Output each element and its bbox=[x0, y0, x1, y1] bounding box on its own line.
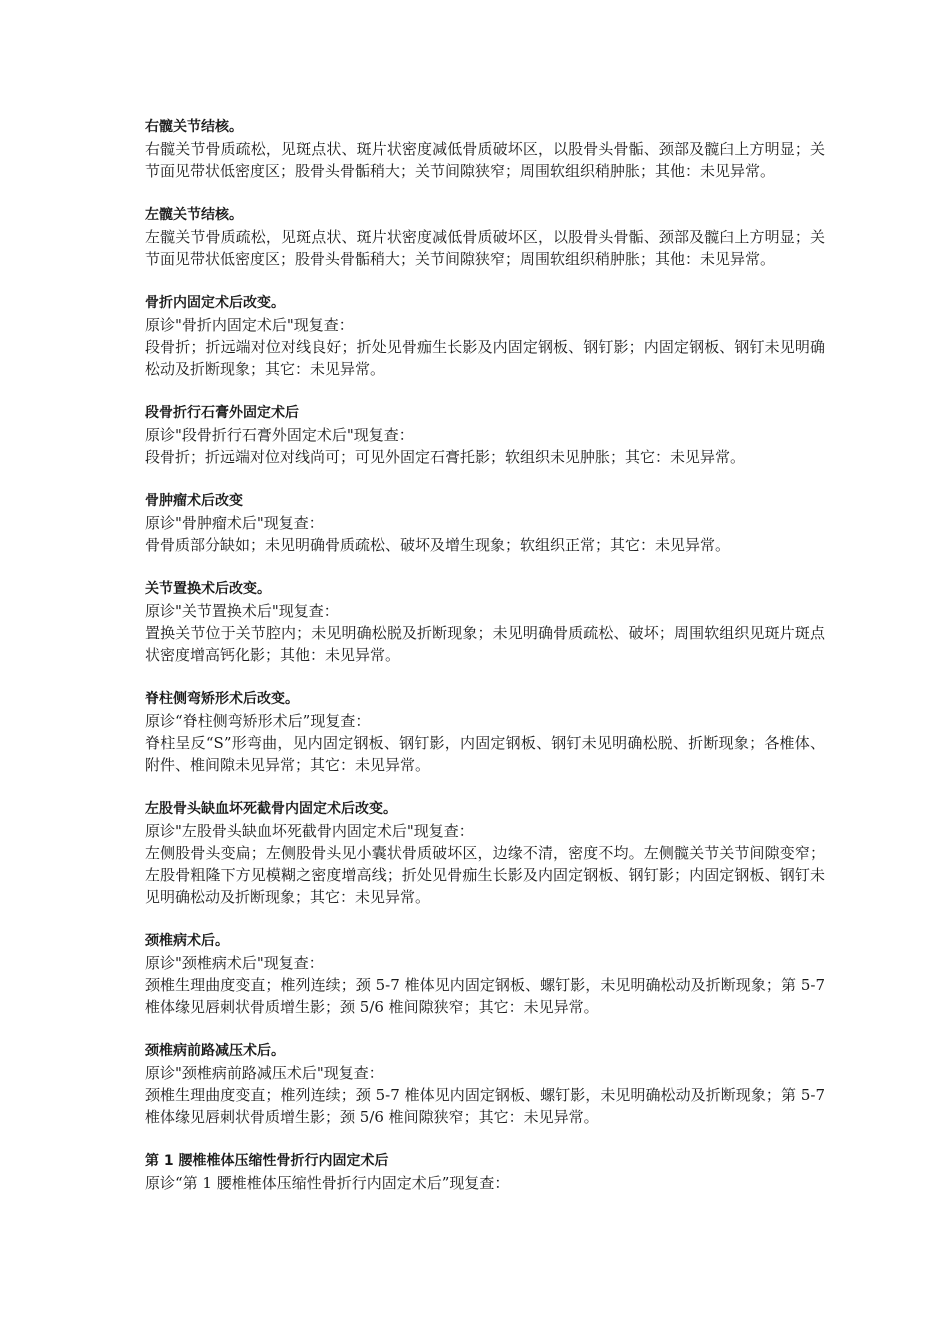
section-text: 原诊"左股骨头缺血坏死截骨内固定术后"现复查： bbox=[145, 822, 474, 840]
section-title: 脊柱侧弯矫形术后改变。 bbox=[145, 691, 299, 707]
section-text: 原诊“第 1 腰椎椎体压缩性骨折行内固定术后”现复查： bbox=[145, 1174, 510, 1192]
section-text: 左侧股骨头变扁；左侧股骨头见小囊状骨质破坏区，边缘不清，密度不均。左侧髋关节关节间隙变窄；左股骨粗隆下方见模糊之密度增高线；折处见骨痂生长影及内固定钢板、钢钉影；内固定钢板、钢钉未见明确松动及折断现象；其它：未见异常。 bbox=[145, 844, 825, 906]
section-text: 颈椎生理曲度变直；椎列连续；颈 5-7 椎体见内固定钢板、螺钉影，未见明确松动及折断现象；第 5-7 椎体缘见唇刺状骨质增生影；颈 5/6 椎间隙狭窄；其它：未见异常。 bbox=[145, 976, 825, 1016]
section-text: 原诊"段骨折行石膏外固定术后"现复查： bbox=[145, 426, 414, 444]
section-text: 原诊"骨折内固定术后"现复查： bbox=[145, 316, 354, 334]
section-joint-replacement bbox=[145, 578, 825, 666]
section-lumbar-compression-fracture bbox=[145, 1150, 825, 1194]
section-text: 左髋关节骨质疏松，见斑点状、斑片状密度减低骨质破坏区，以股骨头骨骺、颈部及髋臼上方明显；关节面见带状低密度区；股骨头骨骺稍大；关节间隙狭窄；周围软组织稍肿胀；其他：未见异常。 bbox=[145, 228, 825, 268]
section-text: 置换关节位于关节腔内；未见明确松脱及折断现象；未见明确骨质疏松、破坏；周围软组织见斑片斑点状密度增高钙化影；其他：未见异常。 bbox=[145, 624, 825, 664]
section-text: 原诊"骨肿瘤术后"现复查： bbox=[145, 514, 324, 532]
section-cervical-surgery bbox=[145, 930, 825, 1018]
section-title: 左髋关节结核。 bbox=[145, 207, 243, 223]
section-title: 骨折内固定术后改变。 bbox=[145, 295, 285, 311]
section-cervical-anterior-decompression bbox=[145, 1040, 825, 1128]
section-title: 颈椎病前路减压术后。 bbox=[145, 1043, 285, 1059]
section-text: 右髋关节骨质疏松，见斑点状、斑片状密度减低骨质破坏区，以股骨头骨骺、颈部及髋臼上方明显；关节面见带状低密度区；股骨头骨骺稍大；关节间隙狭窄；周围软组织稍肿胀；其他：未见异常。 bbox=[145, 140, 825, 180]
section-title: 左股骨头缺血坏死截骨内固定术后改变。 bbox=[145, 801, 397, 817]
section-text: 骨骨质部分缺如；未见明确骨质疏松、破坏及增生现象；软组织正常；其它：未见异常。 bbox=[145, 536, 731, 554]
section-text: 段骨折；折远端对位对线良好；折处见骨痂生长影及内固定钢板、钢钉影；内固定钢板、钢钉未见明确松动及折断现象；其它：未见异常。 bbox=[145, 338, 825, 378]
section-scoliosis bbox=[145, 688, 825, 776]
section-title: 骨肿瘤术后改变 bbox=[145, 493, 243, 509]
section-text: 颈椎生理曲度变直；椎列连续；颈 5-7 椎体见内固定钢板、螺钉影，未见明确松动及折断现象；第 5-7 椎体缘见唇刺状骨质增生影；颈 5/6 椎间隙狭窄；其它：未见异常。 bbox=[145, 1086, 825, 1126]
section-femoral-head-necrosis bbox=[145, 798, 825, 908]
document-page bbox=[145, 116, 825, 1216]
section-title: 关节置换术后改变。 bbox=[145, 581, 271, 597]
section-title: 右髋关节结核。 bbox=[145, 119, 243, 135]
section-left-hip-tb bbox=[145, 204, 825, 270]
section-text: 原诊"关节置换术后"现复查： bbox=[145, 602, 339, 620]
section-text: 原诊“脊柱侧弯矫形术后”现复查： bbox=[145, 712, 371, 730]
section-title: 颈椎病术后。 bbox=[145, 933, 229, 949]
section-text: 原诊"颈椎病术后"现复查： bbox=[145, 954, 324, 972]
section-text: 段骨折；折远端对位对线尚可；可见外固定石膏托影；软组织未见肿胀；其它：未见异常。 bbox=[145, 448, 746, 466]
section-text: 脊柱呈反“S”形弯曲，见内固定钢板、钢钉影，内固定钢板、钢钉未见明确松脱、折断现象；各椎体、附件、椎间隙未见异常；其它：未见异常。 bbox=[145, 734, 825, 774]
section-fracture-internal-fixation bbox=[145, 292, 825, 380]
section-plaster-fixation bbox=[145, 402, 825, 468]
section-right-hip-tb bbox=[145, 116, 825, 182]
section-text: 原诊"颈椎病前路减压术后"现复查： bbox=[145, 1064, 384, 1082]
section-title: 段骨折行石膏外固定术后 bbox=[145, 405, 299, 421]
section-title: 第 1 腰椎椎体压缩性骨折行内固定术后 bbox=[145, 1153, 389, 1169]
section-bone-tumor bbox=[145, 490, 825, 556]
